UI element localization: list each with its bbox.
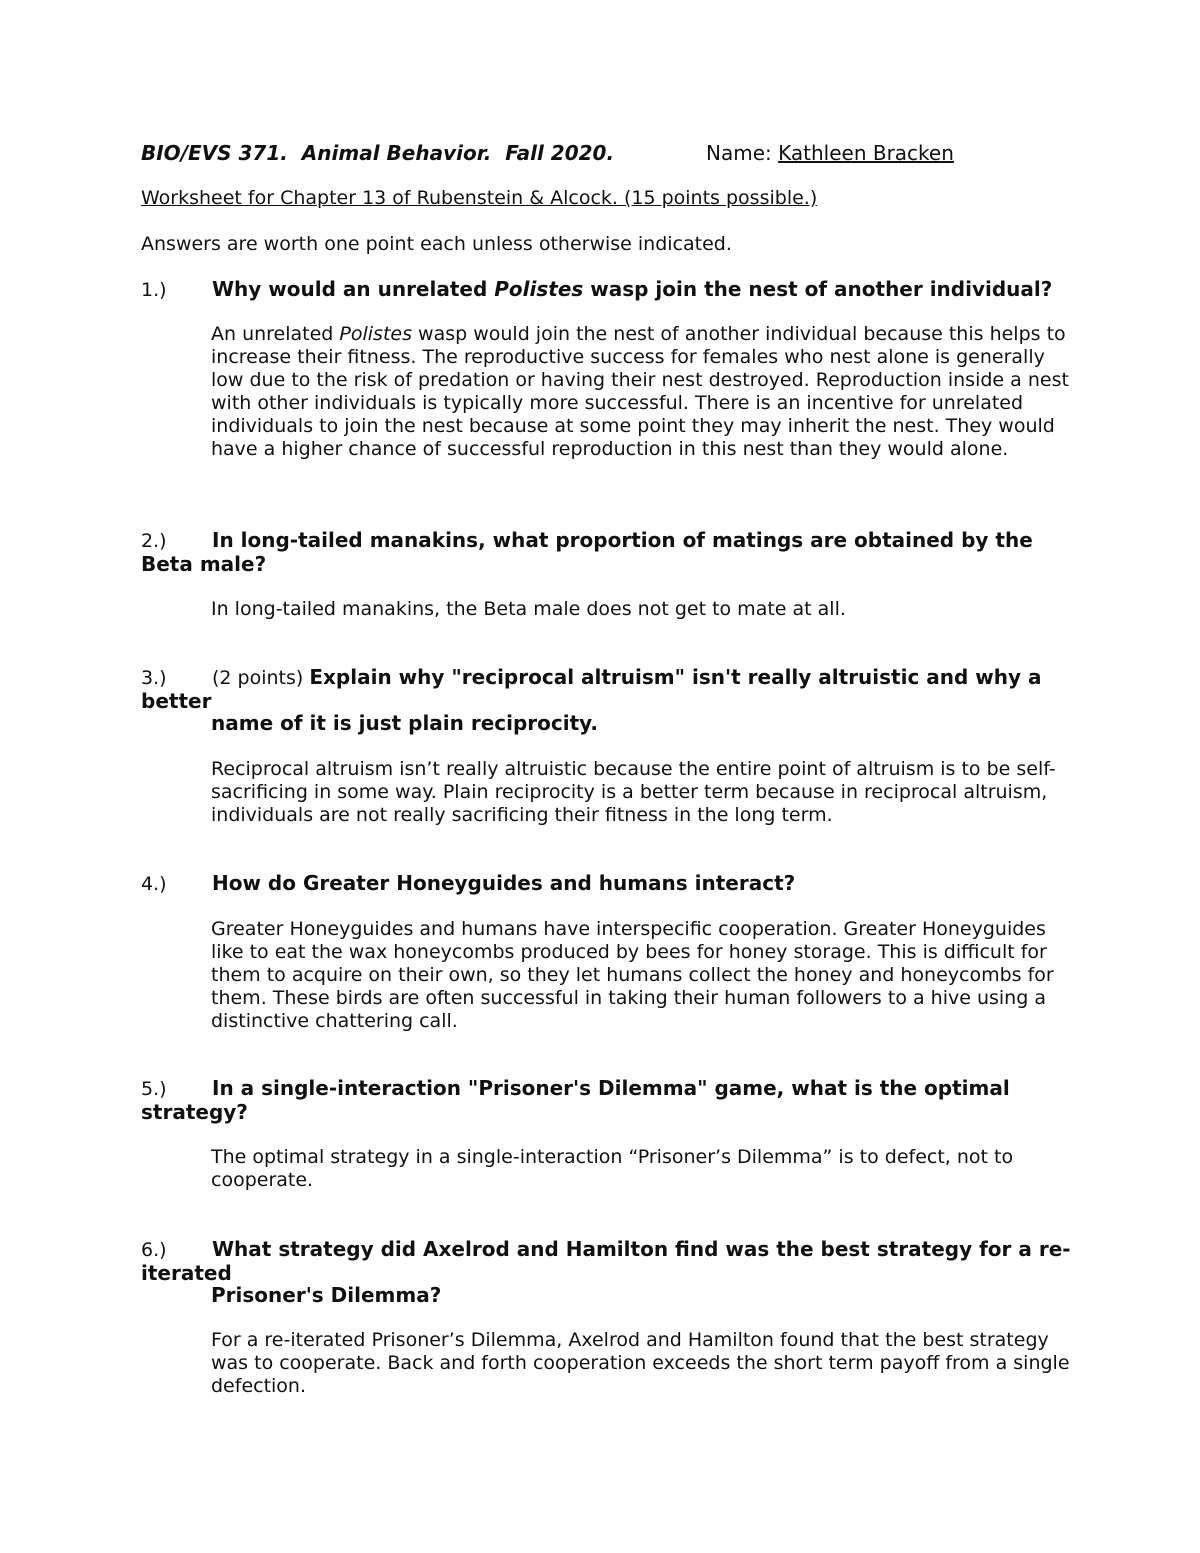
course-title: Animal Behavior. [301, 141, 492, 165]
question-number: 4.) [141, 873, 167, 895]
question-number: 3.) [141, 667, 167, 689]
answer-2: In long-tailed manakins, the Beta male does not get to mate at all. [211, 598, 846, 620]
question-text: Why would an unrelated Polistes wasp join the nest of another individual? [212, 277, 1053, 301]
answer-1: An unrelated Polistes wasp would join the nest of another individual because this helps to increase their fitness. The reproductive success for females who nest alone is generally low due to the risk of predation or having their nest destroyed. Reproduction inside a nest with other individuals is typically more successful. There is an incentive for unrelated individuals to join the nest because at some point they may inherit the nest. They would have a higher chance of successful reproduction in this nest than they would alone. [211, 323, 1069, 460]
answer-3: Reciprocal altruism isn’t really altruistic because the entire point of altruism is to be self-sacrificing in some way. Plain reciprocity is a better term because in reciprocal altruism, individuals are not really sacrificing their fitness in the long term. [211, 758, 1056, 826]
course-term: Fall 2020. [505, 141, 615, 165]
question-text-line-1: What strategy did Axelrod and Hamilton find was the best strategy for a re- [212, 1237, 1071, 1261]
question-number: 5.) [141, 1078, 167, 1100]
course-code: BIO/EVS 371. [141, 141, 288, 165]
question-number: 6.) [141, 1239, 167, 1261]
question-3 [141, 666, 1071, 714]
name-value: Kathleen Bracken [778, 141, 954, 165]
course-header [141, 141, 614, 165]
question-text-line-1: Explain why "reciprocal altruism" isn't really altruistic and why a [309, 665, 1042, 689]
question-text-line-1: In a single-interaction "Prisoner's Dilemma" game, what is the optimal [212, 1076, 1010, 1100]
answer-5: The optimal strategy in a single-interaction “Prisoner’s Dilemma” is to defect, not to cooperate. [211, 1146, 1014, 1191]
question-1 [141, 278, 1052, 302]
question-6 [141, 1238, 1071, 1286]
question-text-line-3: name of it is just plain reciprocity. [211, 711, 598, 735]
question-text-line-2: Beta male? [141, 552, 267, 576]
answer-4: Greater Honeyguides and humans have interspecific cooperation. Greater Honeyguides like to eat the wax honeycombs produced by bees for honey storage. This is difficult for them to acquire on their own, so they let humans collect the honey and honeycombs for them. These birds are often successful in taking their human followers to a hive using a distinctive chattering call. [211, 918, 1054, 1032]
worksheet-title: Worksheet for Chapter 13 of Rubenstein & Alcock. (15 points possible.) [141, 187, 818, 209]
question-text: How do Greater Honeyguides and humans interact? [212, 871, 796, 895]
student-name [706, 141, 954, 165]
question-text-line-2: iterated [141, 1261, 232, 1285]
instructions: Answers are worth one point each unless otherwise indicated. [141, 233, 732, 255]
question-text-line-3: Prisoner's Dilemma? [211, 1283, 442, 1307]
question-number: 1.) [141, 279, 167, 301]
question-6-continued [211, 1284, 441, 1308]
question-points: (2 points) [212, 667, 310, 689]
answer-6: For a re-iterated Prisoner’s Dilemma, Axelrod and Hamilton found that the best strategy was to cooperate. Back and forth cooperation exceeds the short term payoff from a single defection. [211, 1329, 1070, 1397]
question-4 [141, 872, 795, 896]
question-text-line-1: In long-tailed manakins, what proportion of matings are obtained by the [212, 528, 1033, 552]
question-text-line-2: strategy? [141, 1100, 248, 1124]
question-5 [141, 1077, 1071, 1125]
question-text-line-2: better [141, 689, 212, 713]
name-label: Name: [706, 141, 779, 165]
question-2 [141, 529, 1071, 577]
question-3-continued [211, 712, 598, 736]
question-number: 2.) [141, 530, 167, 552]
